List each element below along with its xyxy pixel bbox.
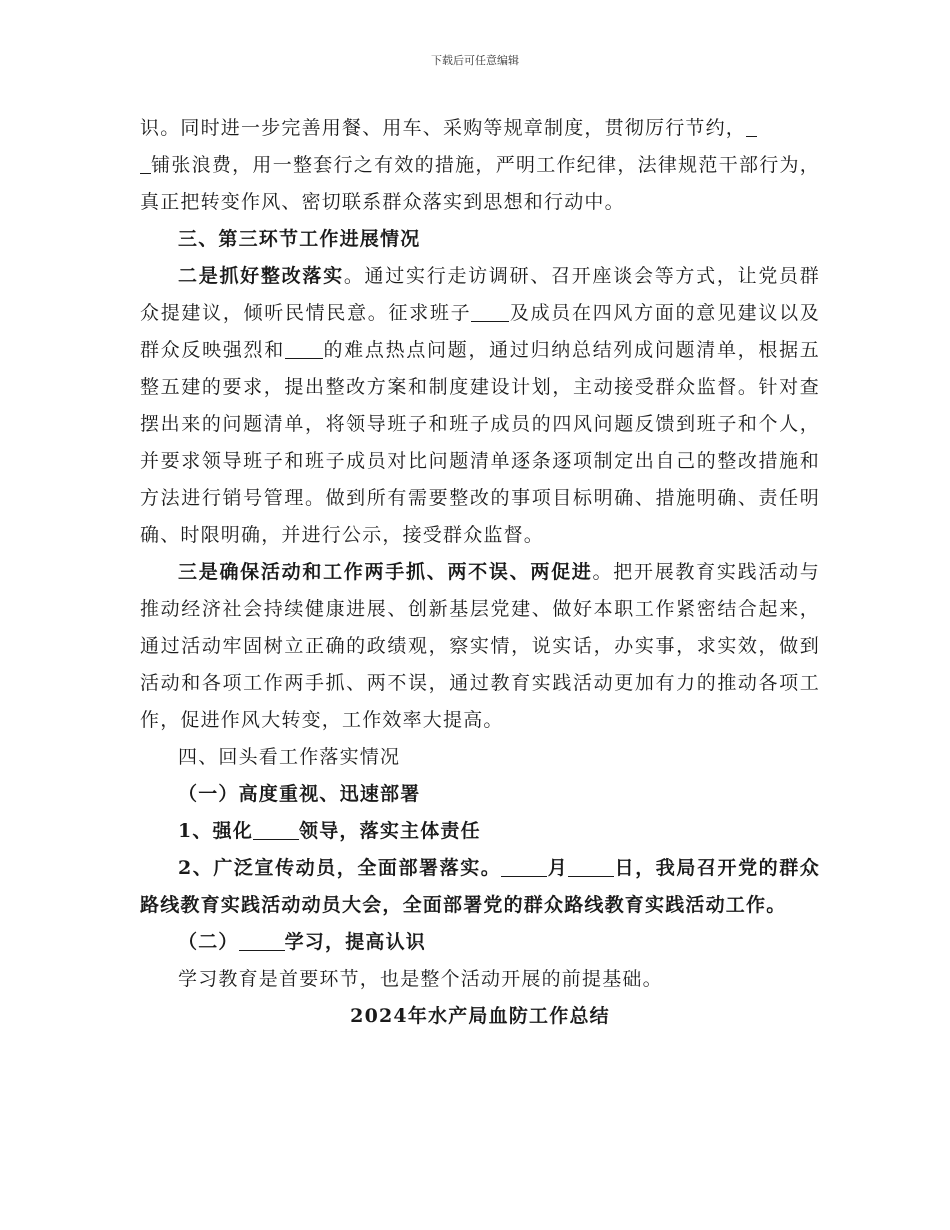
paragraph-rectification <box>140 258 820 554</box>
document-title: 2024年水产局血防工作总结 <box>350 1005 610 1027</box>
paragraph-two-hands <box>140 554 820 739</box>
text-run: 1、强化 <box>178 820 254 842</box>
blank-line <box>471 302 509 322</box>
text-run: 的难点热点问题，通过归纳总结列成问题清单，根据五整五建的要求，提出整改方案和制度建设计划，主动接受群众监督。针对查摆出来的问题清单，将领导班子和班子成员的四风问题反馈到班子和个人，并要求领导班子和班子成员对比问题清单逐条逐项制定出自己的整改措施和方法进行销号管理。做到所有需要整改的事项目标明确、措施明确、责任明确、时限明确，并进行公示，接受群众监督。 <box>140 339 820 546</box>
list-item-2 <box>140 850 820 924</box>
subsection-heading-1: （一）高度重视、迅速部署 <box>178 783 421 805</box>
section-heading-4: 四、回头看工作落实情况 <box>178 746 401 768</box>
text-run: 2、广泛宣传动员，全面部署落实。 <box>178 857 502 879</box>
list-item-1 <box>140 813 820 850</box>
blank-line <box>285 339 323 359</box>
blank-line <box>239 931 285 951</box>
blank-line <box>253 820 299 840</box>
subsection-heading-2 <box>140 924 820 961</box>
text-run: 铺张浪费，用一整套行之有效的措施，严明工作纪律，法律规范干部行为，真正把转变作风、密切联系群众落实到思想和行动中。 <box>140 154 820 213</box>
text-run: 领导，落实主体责任 <box>299 820 481 842</box>
text-run: 。通过实行走访调研、召开座谈会等方式，让党员群众提建议，倾听民情民意。征求班子 <box>140 265 820 324</box>
lead-phrase: 三是确保活动和工作两手抓、两不误、两促进 <box>178 561 593 583</box>
text-run: 月 <box>547 857 569 879</box>
blank-line <box>501 857 547 877</box>
page-header: 下载后可任意编辑 <box>431 54 519 67</box>
text-run: 识。同时进一步完善用餐、用车、采购等规章制度，贯彻厉行节约， <box>140 117 747 139</box>
text-run: 及成员在四风方面的意见建议以及群众反映强烈和 <box>140 302 820 361</box>
section-heading-3: 三、第三环节工作进展情况 <box>178 228 421 250</box>
text-run: 日，我局召开党的群众路线教育实践活动动员大会，全面部署党的群众路线教育实践活动工作。 <box>140 857 820 916</box>
paragraph-continuation <box>140 110 820 221</box>
blank-line <box>568 857 614 877</box>
text-run: （二） <box>178 931 239 953</box>
document-body <box>140 110 820 1035</box>
blank-line <box>140 154 151 174</box>
text-run: 学习，提高认识 <box>284 931 427 953</box>
paragraph-study: 学习教育是首要环节，也是整个活动开展的前提基础。 <box>178 968 663 990</box>
text-run: 。把开展教育实践活动与推动经济社会持续健康进展、创新基层党建、做好本职工作紧密结合起来，通过活动牢固树立正确的政绩观，察实情，说实话，办实事，求实效，做到活动和各项工作两手抓、两不误，通过教育实践活动更加有力的推动各项工作，促进作风大转变，工作效率大提高。 <box>140 561 820 731</box>
blank-line <box>746 117 757 137</box>
lead-phrase: 二是抓好整改落实 <box>178 265 344 287</box>
